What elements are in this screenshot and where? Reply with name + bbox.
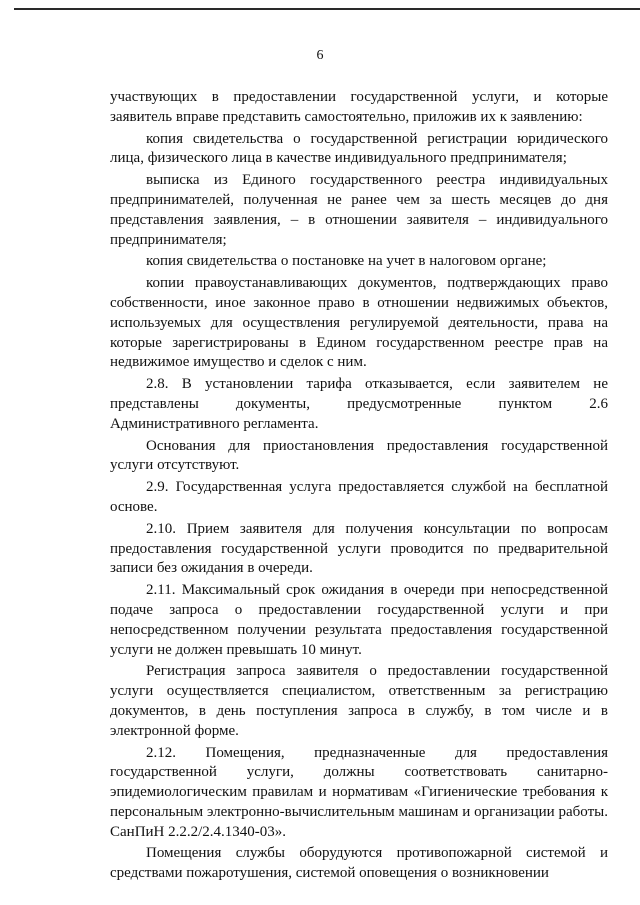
paragraph: Регистрация запроса заявителя о предоставлении государственной услуги осуществляется специалистом, ответственным за регистрацию документов, в день поступления запроса в службу, в том числе и в электронной форме.	[110, 663, 608, 739]
document-body	[110, 88, 608, 886]
page-number: 6	[316, 48, 324, 63]
paragraph: 2.11. Максимальный срок ожидания в очереди при непосредственной подаче запроса о предоставлении государственной услуги и при непосредственном получении результата предоставления государственной услуги не должен превышать 10 минут.	[110, 582, 608, 658]
paragraph: 2.10. Прием заявителя для получения консультации по вопросам предоставления государственной услуги проводится по предварительной записи без ожидания в очереди.	[110, 520, 608, 577]
paragraph: 2.12. Помещения, предназначенные для предоставления государственной услуги, должны соответствовать санитарно-эпидемиологическим правилам и нормативам «Гигиенические требования к персональным электронно-вычислительным машинам и организации работы. СанПиН 2.2.2/2.4.1340-03».	[110, 744, 608, 840]
paragraph: копия свидетельства о постановке на учет в налоговом органе;	[146, 253, 547, 270]
paragraph: участвующих в предоставлении государственной услуги, и которые заявитель вправе представить самостоятельно, приложив их к заявлению:	[110, 89, 608, 125]
paragraph: Основания для приостановления предоставления государственной услуги отсутствуют.	[110, 437, 608, 474]
paragraph: 2.8. В установлении тарифа отказывается, если заявителем не представлены документы, предусмотренные пунктом 2.6 Административного регламента.	[110, 376, 608, 432]
paragraph: копии правоустанавливающих документов, подтверждающих право собственности, иное законное право в отношении недвижимых объектов, используемых для осуществления регулируемой деятельности, права на которые зарегистрированы в Едином государственном реестре прав на недвижимое имущество и сделок с ним.	[110, 275, 608, 371]
paragraph: копия свидетельства о государственной регистрации юридического лица, физического лица в качестве индивидуального предпринимателя;	[110, 130, 608, 167]
paragraph: Помещения службы оборудуются противопожарной системой и средствами пожаротушения, системой оповещения о возникновении	[110, 845, 608, 882]
paragraph: выписка из Единого государственного реестра индивидуальных предпринимателей, полученная не ранее чем за шесть месяцев до дня представления заявления, – в отношении заявителя – индивидуального предпринимателя;	[110, 172, 608, 248]
top-scan-rule	[14, 8, 640, 10]
paragraph: 2.9. Государственная услуга предоставляется службой на бесплатной основе.	[110, 479, 608, 515]
